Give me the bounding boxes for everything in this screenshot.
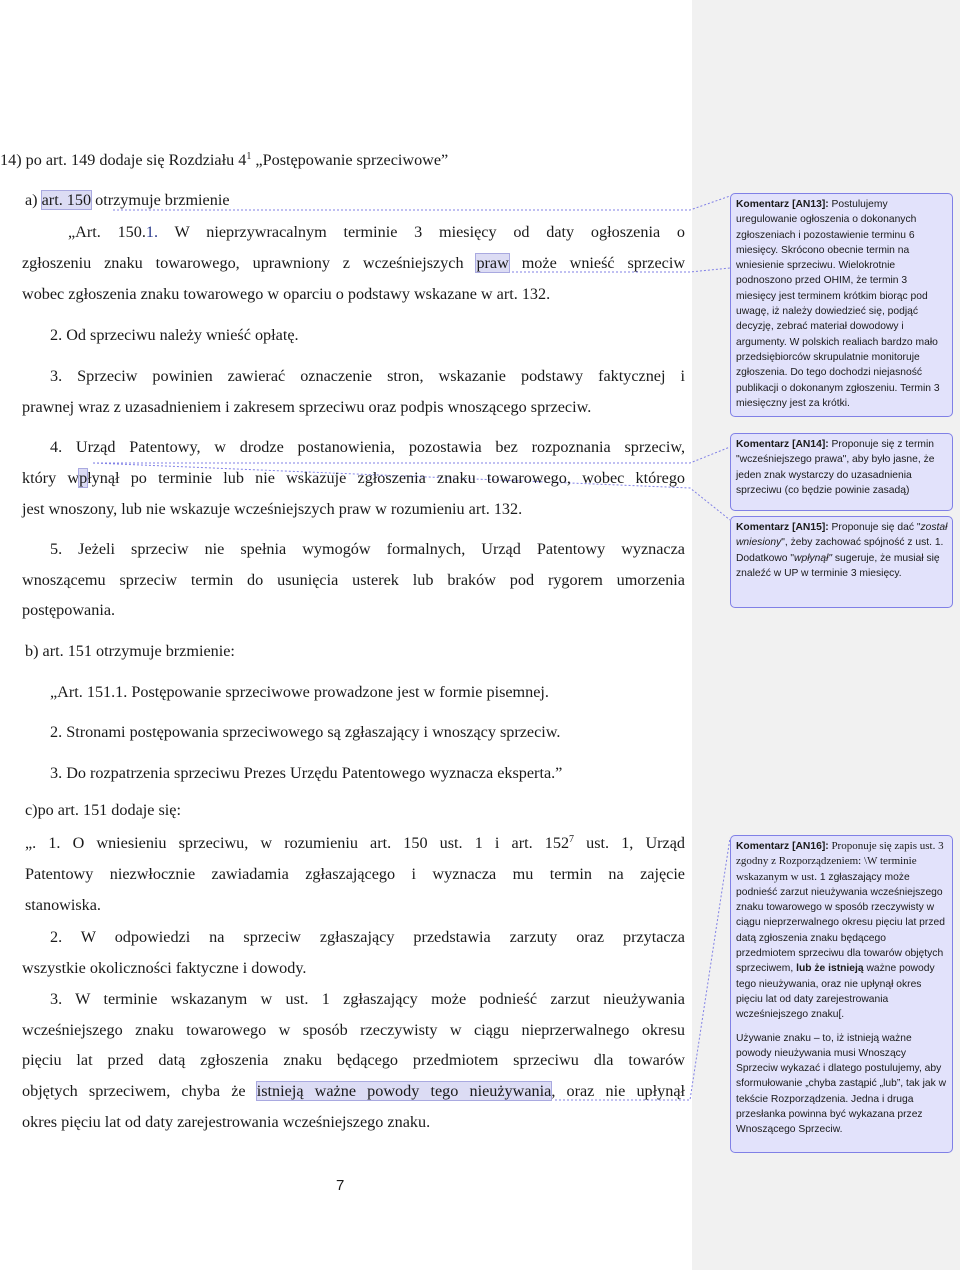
art151-paragraph-2: 2. Stronami postępowania sprzeciwowego są zgłaszający i wnoszący sprzeciw. bbox=[50, 723, 561, 741]
c-paragraph-1-line-1: „. 1. O wniesieniu sprzeciwu, w rozumieniu art. 150 ust. 1 i art. $152^7$ ust. 1, Urząd bbox=[25, 834, 686, 852]
art150-line-3: wobec zgłoszenia znaku towarowego w oparciu o podstawy wskazane w art. 132. bbox=[22, 285, 551, 303]
c-paragraph-1-line-3: stanowiska. bbox=[25, 896, 101, 914]
comment-an16[interactable]: Komentarz [AN16]: Proponuje się zapis ust. 3 zgodny z Rozporządzeniem: \W terminie wskazanym w ust. 1 zgłaszający może podnieść zarzut nieużywania wcześniejszego znaku towarowego w sposób rzeczywisty w ciągu nieprzerwalnego okresu pięciu lat przed datą zgłoszenia znaku będącego przedmiotem sprzeciwu dla towarów objętych sprzeciwem, lub że istnieją ważne powody tego nieużywania, oraz nie upłynął okres pięciu lat od daty zarejestrowania wcześniejszego znaku[. Używanie znaku – to, iż istnieją ważne powody nieużywania musi Wnoszący Sprzeciw wykazać i dlatego postulujemy, aby sformułowanie „chyba zastąpić „lub”, tak jak w tekście Rozporządzenia. Jedna i druga przesłanka powinna być wykazana przez Wnoszącego Sprzeciw. bbox=[730, 835, 953, 1153]
item-b-intro: b) art. 151 otrzymuje brzmienie: bbox=[25, 642, 235, 660]
art150-paragraph-4-line-1: 4. Urząd Patentowy, w drodze postanowienia, pozostawia bez rozpoznania sprzeciw, bbox=[50, 438, 685, 456]
c-paragraph-2-line-2: wszystkie okoliczności faktyczne i dowody. bbox=[22, 959, 307, 977]
item-14-heading: 14) po art. 149 dodaje się Rozdziału $4^1$ „Postępowanie sprzeciwowe” bbox=[0, 151, 449, 169]
art150-paragraph-2: 2. Od sprzeciwu należy wnieść opłatę. bbox=[50, 326, 299, 344]
comment-an13-text: Postulujemy uregulowanie ogłoszenia o dokonanych zgłoszeniach i pozostawienie terminu 6 miesięcy. Skrócono obecnie termin na wniesienie sprzeciwu. Wielokrotnie podnoszono przed OHIM, że termin 3 miesięcy jest terminem krótkim biorąc pod uwagę, iż należy dowiedzieć się, podjąć decyzję, zebrać materiał dowodowy i argumenty. W polskich realiach bardzo mało przedsiębiorców skrupulatnie monitoruje zgłoszenia. Do tego dochodzi niejasność publikacji o dokonanym zgłoszeniu. Termin 3 miesięczny jest za krótki. bbox=[736, 199, 940, 409]
comment-an15-heading: Komentarz [AN15]: bbox=[736, 522, 829, 533]
c-paragraph-3-line-4: objętych sprzeciwem, chyba że istnieją ważne powody tego nieużywania, oraz nie upłynął bbox=[22, 1082, 686, 1100]
c-paragraph-3-line-3: pięciu lat przed datą zgłoszenia znaku będącego przedmiotem sprzeciwu dla towarów bbox=[22, 1051, 685, 1069]
art150-line-2: zgłoszeniu znaku towarowego, uprawniony z wcześniejszych praw może wnieść sprzeciw bbox=[22, 254, 686, 272]
c-paragraph-2-line-1: 2. W odpowiedzi na sprzeciw zgłaszający przedstawia zarzuty oraz przytacza bbox=[50, 928, 685, 946]
highlight-p: p bbox=[79, 469, 88, 487]
c-paragraph-3-line-5: okres pięciu lat od daty zarejestrowania wcześniejszego znaku. bbox=[22, 1113, 431, 1131]
c-paragraph-3-line-2: wcześniejszego znaku towarowego w sposób rzeczywisty w ciągu nieprzerwalnego okresu bbox=[22, 1021, 685, 1039]
highlight-praw: praw bbox=[476, 254, 509, 272]
art151-paragraph-3: 3. Do rozpatrzenia sprzeciwu Prezes Urzędu Patentowego wyznacza eksperta.” bbox=[50, 764, 563, 782]
highlight-istnieja: istnieją ważne powody tego nieużywania bbox=[256, 1082, 552, 1100]
art151-paragraph-1: „Art. 151.1. Postępowanie sprzeciwowe prowadzone jest w formie pisemnej. bbox=[50, 683, 549, 701]
comment-an15[interactable]: Komentarz [AN15]: Proponuje się dać "został wniesiony", żeby zachować spójność z ust. 1. Dodatkowo "wpłynął" sugeruje, że musiał się znaleźć w UP w terminie 3 miesięcy. bbox=[730, 516, 953, 608]
highlight-art-150: art. 150 bbox=[41, 191, 92, 209]
comment-an14-text: Proponuje się z termin "wcześniejszego prawa", aby było jasne, że jeden znak wystarczy do uzasadnienia sprzeciwu (co będzie powinie zasadą) bbox=[736, 439, 935, 496]
comment-an16-paragraph-2: Używanie znaku – to, iż istnieją ważne powody nieużywania musi Wnoszący Sprzeciw wykazać i dlatego postulujemy, aby sformułowanie „chyba zastąpić „lub”, tak jak w tekście Rozporządzenia. Jedna i druga przesłanka powinna być wykazana przez Wnoszącego Sprzeciw. bbox=[736, 1032, 947, 1136]
comment-an13[interactable] bbox=[730, 193, 953, 417]
item-c-intro: c)po art. 151 dodaje się: bbox=[25, 801, 181, 819]
art150-line-1: „Art. 150.1. W nieprzywracalnym terminie 3 miesięcy od daty ogłoszenia o bbox=[68, 223, 685, 241]
c-paragraph-3-line-1: 3. W terminie wskazanym w ust. 1 zgłaszający może podnieść zarzut nieużywania bbox=[50, 990, 685, 1008]
art150-paragraph-3-line-2: prawnej wraz z uzasadnieniem i zakresem sprzeciwu oraz podpis wnoszącego sprzeciw. bbox=[22, 398, 592, 416]
art150-paragraph-5-line-3: postępowania. bbox=[22, 601, 116, 619]
art150-paragraph-5-line-2: wnoszącemu sprzeciw termin do usunięcia usterek lub braków pod rygorem umorzenia bbox=[22, 571, 685, 589]
item-a-intro: a) art. 150 otrzymuje brzmienie bbox=[25, 191, 230, 209]
comment-an13-heading: Komentarz [AN13]: bbox=[736, 199, 829, 210]
art150-paragraph-4-line-2: który wpłynął po terminie lub nie wskazuje zgłoszenia znaku towarowego, wobec którego bbox=[22, 469, 686, 487]
art150-paragraph-4-line-3: jest wnoszony, lub nie wskazuje wcześniejszych praw w rozumieniu art. 132. bbox=[22, 500, 523, 518]
page-number: 7 bbox=[336, 1177, 345, 1194]
art150-paragraph-5-line-1: 5. Jeżeli sprzeciw nie spełnia wymogów formalnych, Urząd Patentowy wyznacza bbox=[50, 540, 685, 558]
comment-an16-heading: Komentarz [AN16]: bbox=[736, 841, 829, 852]
comment-an14[interactable] bbox=[730, 433, 953, 511]
comment-an14-heading: Komentarz [AN14]: bbox=[736, 439, 829, 450]
art150-paragraph-3-line-1: 3. Sprzeciw powinien zawierać oznaczenie stron, wskazanie podstawy faktycznej i bbox=[50, 367, 685, 385]
c-paragraph-1-line-2: Patentowy niezwłocznie zawiadamia zgłaszającego i wyznacza mu termin na zajęcie bbox=[25, 865, 685, 883]
